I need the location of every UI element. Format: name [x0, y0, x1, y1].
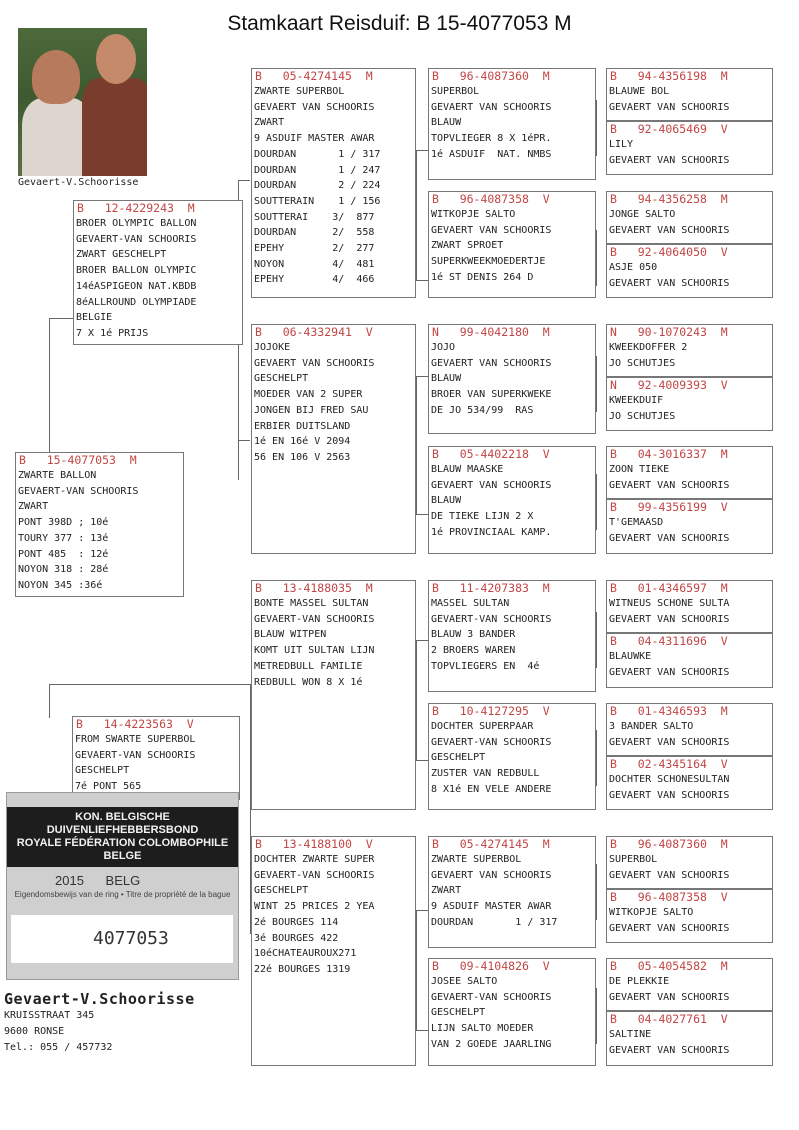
pedigree-line: 14éASPIGEON NAT.KBDB — [76, 280, 197, 292]
pedigree-line: KWEEKDOFFER 2 — [609, 342, 688, 353]
pedigree-line: GEVAERT-VAN SCHOORIS — [18, 485, 139, 497]
pedigree-line: T'GEMAASD — [609, 517, 664, 528]
gg-box-5 — [606, 324, 773, 377]
gg-box-4 — [606, 244, 773, 298]
pedigree-line: REDBULL WON 8 X 1é — [254, 676, 363, 688]
pedigree-line: GEVAERT VAN SCHOORIS — [254, 101, 375, 113]
pedigree-line: 2 BROERS WAREN — [431, 645, 516, 657]
ring-number: B 92-4065469 V — [610, 122, 728, 136]
photo-caption: Gevaert-V.Schoorisse — [18, 177, 139, 188]
pedigree-line: GEVAERT VAN SCHOORIS — [609, 613, 730, 625]
pedigree-line: DOURDAN 2/ 558 — [254, 227, 375, 239]
sdd-box — [428, 446, 596, 554]
pedigree-line: ZWART — [254, 117, 285, 129]
pedigree-line: GEVAERT-VAN SCHOORIS — [254, 869, 375, 881]
pedigree-line: EPEHY 4/ 466 — [254, 274, 375, 286]
pedigree-line: 8 X1é EN VELE ANDERE — [431, 783, 552, 795]
ring-number: B 94-4356258 M — [610, 192, 728, 206]
owner-city: 9600 RONSE — [4, 1026, 65, 1037]
pedigree-line: GEVAERT VAN SCHOORIS — [609, 666, 730, 678]
owner-phone: Tel.: 055 / 457732 — [4, 1042, 113, 1053]
pedigree-line: SUPERKWEEKMOEDERTJE — [431, 256, 546, 268]
pedigree-line: METREDBULL FAMILIE — [254, 660, 363, 672]
pedigree-line: LILY — [609, 139, 634, 150]
pedigree-line: BELGIE — [76, 312, 113, 324]
pedigree-line: BLAUW MAASKE — [431, 464, 504, 475]
gg-box-8 — [606, 499, 773, 554]
sire-sire-box — [251, 68, 416, 298]
pedigree-line: 1é ASDUIF NAT. NMBS — [431, 148, 552, 160]
pedigree-line: ZWART — [431, 885, 462, 897]
ring-number: B 99-4356199 V — [610, 500, 728, 514]
pedigree-line: GEVAERT VAN SCHOORIS — [609, 789, 730, 801]
pedigree-line: MOEDER VAN 2 SUPER — [254, 389, 363, 401]
ddd-box — [428, 958, 596, 1066]
pedigree-line: DOCHTER SUPERPAAR — [431, 721, 534, 732]
pedigree-line: ZWART — [18, 501, 49, 513]
ring-number: 4077053 — [11, 915, 233, 963]
ring-certificate — [6, 792, 239, 980]
federation-name-nl: KON. BELGISCHE DUIVENLIEFHEBBERSBOND — [46, 811, 199, 836]
pedigree-line: FROM SWARTE SUPERBOL — [75, 734, 196, 745]
pedigree-line: SUPERBOL — [431, 86, 480, 97]
ring-number: B 14-4223563 V — [76, 717, 194, 731]
ring-number: N 92-4009393 V — [610, 378, 728, 392]
pedigree-line: SALTINE — [609, 1029, 652, 1040]
pedigree-line: NOYON 318 : 28é — [18, 564, 109, 576]
ring-number: B 96-4087358 V — [432, 192, 550, 206]
pedigree-line: DE PLEKKIE — [609, 976, 670, 987]
pedigree-line: TOPVLIEGER 8 X 1éPR. — [431, 133, 552, 145]
pedigree-line: KOMT UIT SULTAN LIJN — [254, 645, 375, 657]
ring-number: B 96-4087360 M — [432, 69, 550, 83]
gg-box-10 — [606, 633, 773, 688]
ring-number: B 01-4346593 M — [610, 704, 728, 718]
pedigree-line: GEVAERT VAN SCHOORIS — [609, 101, 730, 113]
ring-number: N 90-1070243 M — [610, 325, 728, 339]
pedigree-line: ASJE 050 — [609, 262, 658, 273]
pedigree-line: 1é EN 16é V 2094 — [254, 436, 351, 448]
pedigree-line: WINT 25 PRICES 2 YEA — [254, 901, 375, 913]
pedigree-line: BLAUW WITPEN — [254, 629, 327, 641]
pedigree-line: GEVAERT VAN SCHOORIS — [609, 154, 730, 166]
pedigree-line: VAN 2 GOEDE JAARLING — [431, 1038, 552, 1050]
pedigree-line: BLAUW — [431, 495, 462, 507]
pedigree-line: JOJO — [431, 342, 456, 353]
pedigree-line: WITNEUS SCHONE SULTA — [609, 598, 730, 609]
pedigree-line: JO SCHUTJES — [609, 410, 676, 422]
ring-number: B 05-4274145 M — [255, 69, 373, 83]
pedigree-line: 3 BANDER SALTO — [609, 721, 694, 732]
pedigree-line: WITKOPJE SALTO — [431, 209, 516, 220]
ring-number: B 94-4356198 M — [610, 69, 728, 83]
pedigree-line: ERBIER DUITSLAND — [254, 420, 351, 432]
gg-box-13 — [606, 836, 773, 889]
pedigree-line: BLAUW 3 BANDER — [431, 629, 516, 641]
owner-street: KRUISSTRAAT 345 — [4, 1010, 95, 1021]
ring-number: B 10-4127295 V — [432, 704, 550, 718]
pedigree-line: DOURDAN 1 / 247 — [254, 164, 381, 176]
pedigree-line: BONTE MASSEL SULTAN — [254, 598, 369, 609]
pedigree-line: GEVAERT VAN SCHOORIS — [609, 277, 730, 289]
pedigree-line: BLAUWKE — [609, 651, 652, 662]
pedigree-line: TOURY 377 : 13é — [18, 532, 109, 544]
pedigree-line: GEVAERT-VAN SCHOORIS — [254, 613, 375, 625]
pedigree-line: JOJOKE — [254, 342, 291, 353]
pedigree-line: DOURDAN 1 / 317 — [431, 916, 558, 928]
pedigree-line: GEVAERT VAN SCHOORIS — [609, 922, 730, 934]
pedigree-line: TOPVLIEGERS EN 4é — [431, 660, 540, 672]
pedigree-line: GESCHELPT — [431, 752, 486, 764]
pedigree-line: GESCHELPT — [254, 885, 309, 897]
pedigree-line: 3é BOURGES 422 — [254, 932, 339, 944]
pedigree-line: GEVAERT VAN SCHOORIS — [609, 1044, 730, 1056]
pedigree-line: DE TIEKE LIJN 2 X — [431, 511, 534, 523]
ring-number: B 96-4087360 M — [610, 837, 728, 851]
pedigree-line: BROER VAN SUPERKWEKE — [431, 389, 552, 401]
owner-address — [4, 990, 195, 1056]
pedigree-line: GEVAERT VAN SCHOORIS — [609, 479, 730, 491]
federation-name-fr: ROYALE FÉDÉRATION COLOMBOPHILE BELGE — [16, 837, 229, 862]
pedigree-line: BLAUW — [431, 117, 462, 129]
pedigree-line: ZWARTE SUPERBOL — [431, 854, 522, 865]
pedigree-line: 9 ASDUIF MASTER AWAR — [431, 901, 552, 913]
gg-box-6 — [606, 377, 773, 431]
sire-box — [73, 200, 243, 345]
dss-box — [428, 580, 596, 692]
dam-box — [72, 716, 240, 800]
pedigree-line: GEVAERT VAN SCHOORIS — [431, 479, 552, 491]
pedigree-line: EPEHY 2/ 277 — [254, 243, 375, 255]
dsd-box — [428, 703, 596, 810]
gg-box-12 — [606, 756, 773, 810]
ring-number: N 99-4042180 M — [432, 325, 550, 339]
pedigree-line: GEVAERT VAN SCHOORIS — [609, 224, 730, 236]
gg-box-11 — [606, 703, 773, 756]
pedigree-line: ZUSTER VAN REDBULL — [431, 768, 540, 780]
ssd-box — [428, 191, 596, 298]
pedigree-line: 1é ST DENIS 264 D — [431, 271, 534, 283]
pedigree-line: JOSEE SALTO — [431, 976, 498, 987]
pedigree-line: GEVAERT VAN SCHOORIS — [609, 869, 730, 881]
pedigree-line: DE JO 534/99 RAS — [431, 404, 534, 416]
ring-property-note: Eigendomsbewijs van de ring • Titre de propriété de la bague — [14, 890, 231, 899]
ring-number: B 06-4332941 V — [255, 325, 373, 339]
pedigree-line: GEVAERT VAN SCHOORIS — [609, 532, 730, 544]
ring-number: B 12-4229243 M — [77, 201, 195, 215]
ring-number: B 13-4188100 V — [255, 837, 373, 851]
pedigree-line: JONGE SALTO — [609, 209, 676, 220]
pedigree-line: BROER OLYMPIC BALLON — [76, 218, 197, 229]
pedigree-line: 2é BOURGES 114 — [254, 916, 339, 928]
pedigree-line: SOUTTERAIN 1 / 156 — [254, 195, 381, 207]
subject-bird — [15, 452, 184, 597]
owner-photo — [18, 28, 147, 176]
pedigree-line: KWEEKDUIF — [609, 395, 664, 406]
page-title: Stamkaart Reisduif: B 15-4077053 M — [227, 12, 572, 35]
gg-box-15 — [606, 958, 773, 1011]
pedigree-line: BLAUWE BOL — [609, 86, 670, 97]
dds-box — [428, 836, 596, 948]
ring-number: B 13-4188035 M — [255, 581, 373, 595]
pedigree-line: MASSEL SULTAN — [431, 598, 510, 609]
ring-country: BELG — [105, 873, 141, 888]
pedigree-line: ZWART GESCHELPT — [76, 249, 167, 261]
pedigree-line: GEVAERT-VAN SCHOORIS — [431, 736, 552, 748]
ring-number: B 05-4274145 M — [432, 837, 550, 851]
gg-box-9 — [606, 580, 773, 633]
gg-box-3 — [606, 191, 773, 244]
pedigree-line: 7é PONT 565 — [75, 781, 142, 793]
pedigree-line: GEVAERT-VAN SCHOORIS — [431, 991, 552, 1003]
pedigree-line: SUPERBOL — [609, 854, 658, 865]
pedigree-line: LIJN SALTO MOEDER — [431, 1023, 534, 1035]
pedigree-line: 10éCHATEAUROUX271 — [254, 948, 357, 960]
pedigree-line: GEVAERT VAN SCHOORIS — [431, 101, 552, 113]
pedigree-line: 8éALLROUND OLYMPIADE — [76, 296, 197, 308]
pedigree-line: BLAUW — [431, 373, 462, 385]
pedigree-line: ZWARTE SUPERBOL — [254, 86, 345, 97]
pedigree-line: GEVAERT VAN SCHOORIS — [609, 991, 730, 1003]
ring-number: B 01-4346597 M — [610, 581, 728, 595]
sss-box — [428, 68, 596, 180]
pedigree-line: SOUTTERAI 3/ 877 — [254, 211, 375, 223]
pedigree-line: GEVAERT VAN SCHOORIS — [431, 869, 552, 881]
pedigree-line: NOYON 345 :36é — [18, 579, 103, 591]
pedigree-line: 22é BOURGES 1319 — [254, 963, 351, 975]
pedigree-line: PONT 485 : 12é — [18, 548, 109, 560]
sire-dam-box — [251, 324, 416, 554]
pedigree-line: GEVAERT-VAN SCHOORIS — [76, 233, 197, 245]
gg-box-16 — [606, 1011, 773, 1066]
ring-number: B 09-4104826 V — [432, 959, 550, 973]
pedigree-line: GEVAERT VAN SCHOORIS — [431, 357, 552, 369]
pedigree-line: DOURDAN 1 / 317 — [254, 148, 381, 160]
ring-number: B 92-4064050 V — [610, 245, 728, 259]
pedigree-line: GESCHELPT — [254, 373, 309, 385]
pedigree-line: GESCHELPT — [75, 765, 130, 777]
sds-box — [428, 324, 596, 434]
pedigree-line: ZWART SPROET — [431, 240, 504, 252]
dam-sire-box — [251, 580, 416, 810]
ring-number: B 05-4054582 M — [610, 959, 728, 973]
ring-number: B 04-4311696 V — [610, 634, 728, 648]
pedigree-line: WITKOPJE SALTO — [609, 907, 694, 918]
pedigree-line: 7 X 1é PRIJS — [76, 327, 149, 339]
ring-number: B 02-4345164 V — [610, 757, 728, 771]
pedigree-line: ZWARTE BALLON — [18, 470, 97, 481]
pedigree-line: DOCHTER ZWARTE SUPER — [254, 854, 375, 865]
gg-box-7 — [606, 446, 773, 499]
gg-box-1 — [606, 68, 773, 121]
pedigree-line: 56 EN 106 V 2563 — [254, 451, 351, 463]
owner-name: Gevaert-V.Schoorisse — [4, 990, 195, 1008]
dam-dam-box — [251, 836, 416, 1066]
pedigree-line: BROER BALLON OLYMPIC — [76, 265, 197, 277]
pedigree-line: GEVAERT VAN SCHOORIS — [609, 736, 730, 748]
pedigree-line: ZOON TIEKE — [609, 464, 670, 475]
pedigree-line: 1é PROVINCIAAL KAMP. — [431, 526, 552, 538]
pedigree-line: 9 ASDUIF MASTER AWAR — [254, 133, 375, 145]
gg-box-2 — [606, 121, 773, 175]
pedigree-line: JONGEN BIJ FRED SAU — [254, 404, 369, 416]
pedigree-line: GESCHELPT — [431, 1007, 486, 1019]
pedigree-line: GEVAERT-VAN SCHOORIS — [431, 613, 552, 625]
ring-number: B 96-4087358 V — [610, 890, 728, 904]
ring-year: 2015 — [55, 873, 84, 888]
ring-number: B 04-4027761 V — [610, 1012, 728, 1026]
ring-number: B 04-3016337 M — [610, 447, 728, 461]
pedigree-line: NOYON 4/ 481 — [254, 258, 375, 270]
pedigree-line: JO SCHUTJES — [609, 357, 676, 369]
pedigree-line: GEVAERT-VAN SCHOORIS — [75, 749, 196, 761]
ring-number: B 05-4402218 V — [432, 447, 550, 461]
pedigree-line: GEVAERT VAN SCHOORIS — [254, 357, 375, 369]
pedigree-line: GEVAERT VAN SCHOORIS — [431, 224, 552, 236]
ring-number: B 15-4077053 M — [19, 453, 137, 467]
ring-number: B 11-4207383 M — [432, 581, 550, 595]
pedigree-line: DOURDAN 2 / 224 — [254, 180, 381, 192]
pedigree-line: DOCHTER SCHONESULTAN — [609, 774, 730, 785]
pedigree-line: PONT 398D ; 10é — [18, 517, 109, 529]
gg-box-14 — [606, 889, 773, 943]
